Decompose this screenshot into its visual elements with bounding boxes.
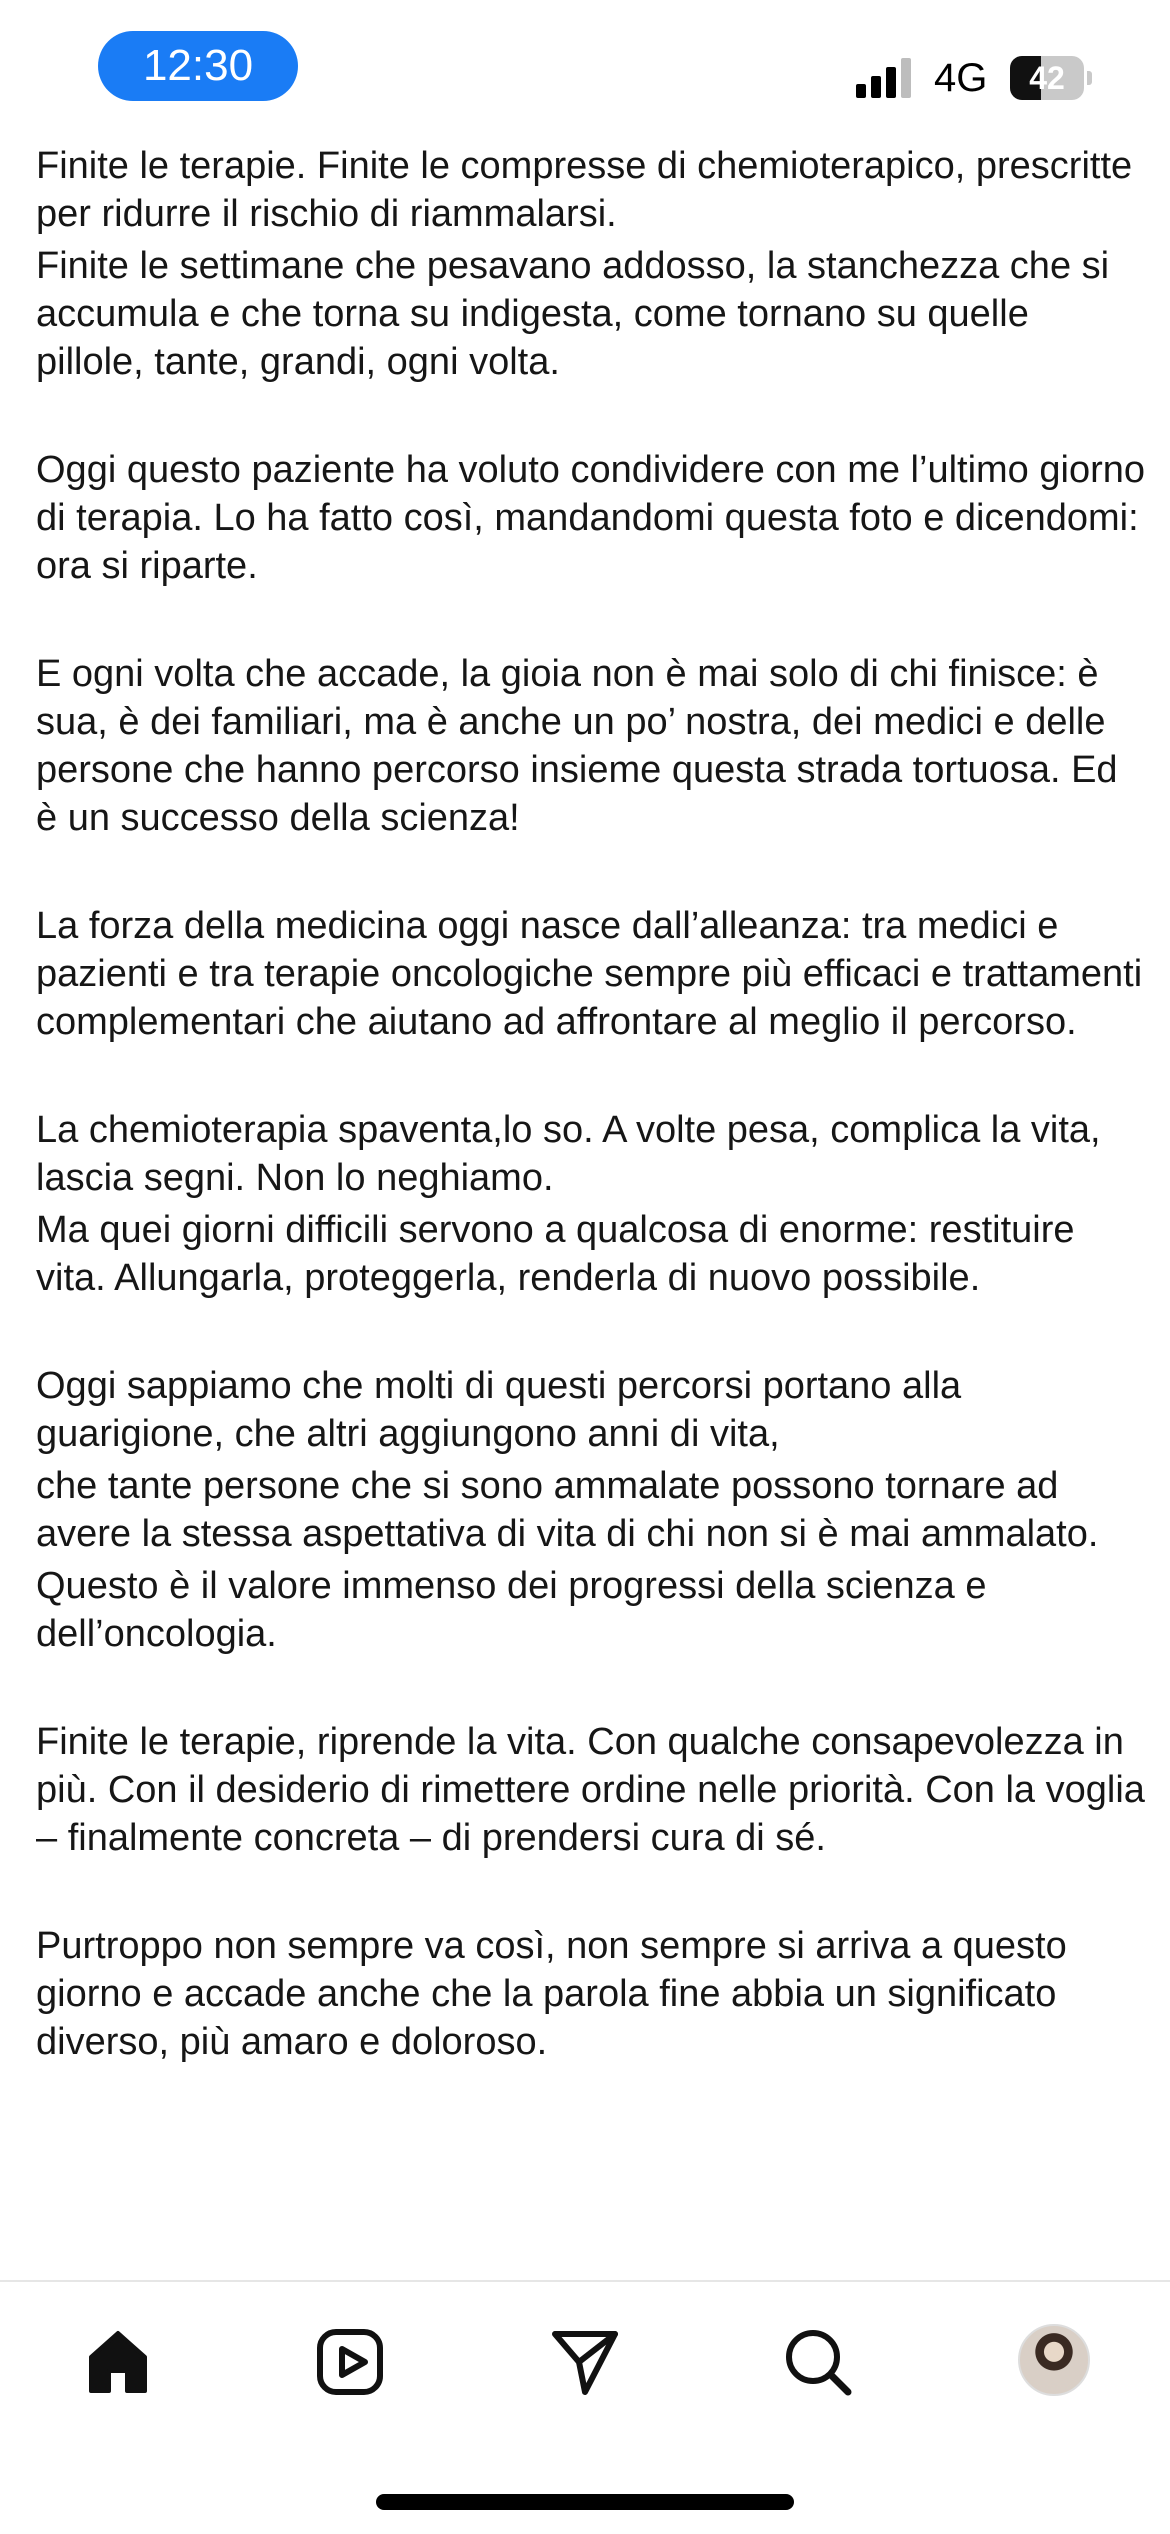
home-icon bbox=[83, 2327, 153, 2397]
caption-paragraph: Finite le terapie. Finite le compresse di chemioterapico, prescritte per ridurre il rischio di riammalarsi. bbox=[36, 145, 1133, 235]
caption-paragraph: Finite le terapie, riprende la vita. Con qualche consapevolezza in più. Con il desiderio di rimettere ordine nelle priorità. Con la voglia – finalmente concreta – di prendersi cura di sé. bbox=[36, 1721, 1145, 1859]
tab-home[interactable] bbox=[78, 2322, 158, 2402]
cellular-signal-icon bbox=[856, 58, 916, 98]
caption-paragraph: Purtroppo non sempre va così, non sempre si arriva a questo giorno e accade anche che la parola fine abbia un significato diverso, più amaro e doloroso. bbox=[36, 1925, 1067, 2063]
caption-paragraph: La chemioterapia spaventa,lo so. A volte pesa, complica la vita, lascia segni. Non lo neghiamo. bbox=[36, 1109, 1101, 1199]
caption-paragraph: Oggi questo paziente ha voluto condividere con me l’ultimo giorno di terapia. Lo ha fatto così, mandandomi questa foto e dicendomi: ora si riparte. bbox=[36, 449, 1145, 587]
tab-reels[interactable] bbox=[310, 2322, 390, 2402]
caption-paragraph: Oggi sappiamo che molti di questi percorsi portano alla guarigione, che altri aggiungono anni di vita, bbox=[36, 1365, 962, 1455]
caption-paragraph: Questo è il valore immenso dei progressi della scienza e dell’oncologia. bbox=[36, 1565, 987, 1655]
battery-icon bbox=[1010, 56, 1092, 100]
send-icon bbox=[549, 2326, 621, 2398]
caption-paragraph: La forza della medicina oggi nasce dall’alleanza: tra medici e pazienti e tra terapie oncologiche sempre più efficaci e trattamenti complementari che aiutano ad affrontare al meglio il percorso. bbox=[36, 905, 1143, 1043]
post-caption bbox=[36, 142, 1146, 2278]
search-icon bbox=[782, 2326, 854, 2398]
tab-profile-avatar[interactable] bbox=[1018, 2324, 1090, 2396]
status-time: 12:30 bbox=[98, 31, 298, 101]
home-indicator bbox=[376, 2494, 794, 2510]
tab-search[interactable] bbox=[778, 2322, 858, 2402]
reels-icon bbox=[315, 2327, 385, 2397]
caption-paragraph: Finite le settimane che pesavano addosso, la stanchezza che si accumula e che torna su indigesta, come tornano su quelle pillole, tante, grandi, ogni volta. bbox=[36, 245, 1110, 383]
tab-messages[interactable] bbox=[545, 2322, 625, 2402]
caption-paragraph: che tante persone che si sono ammalate possono tornare ad avere la stessa aspettativa di vita di chi non si è mai ammalato. bbox=[36, 1465, 1099, 1555]
caption-paragraph: Ma quei giorni difficili servono a qualcosa di enorme: restituire vita. Allungarla, proteggerla, renderla di nuovo possibile. bbox=[36, 1209, 1075, 1299]
battery-level: 42 bbox=[1029, 59, 1065, 96]
caption-paragraph: E ogni volta che accade, la gioia non è mai solo di chi finisce: è sua, è dei familiari, ma è anche un po’ nostra, dei medici e delle persone che hanno percorso insieme questa strada tortuosa. Ed è un successo della scienza! bbox=[36, 653, 1118, 839]
status-bar bbox=[0, 0, 1170, 140]
network-type-label: 4G bbox=[934, 56, 988, 100]
